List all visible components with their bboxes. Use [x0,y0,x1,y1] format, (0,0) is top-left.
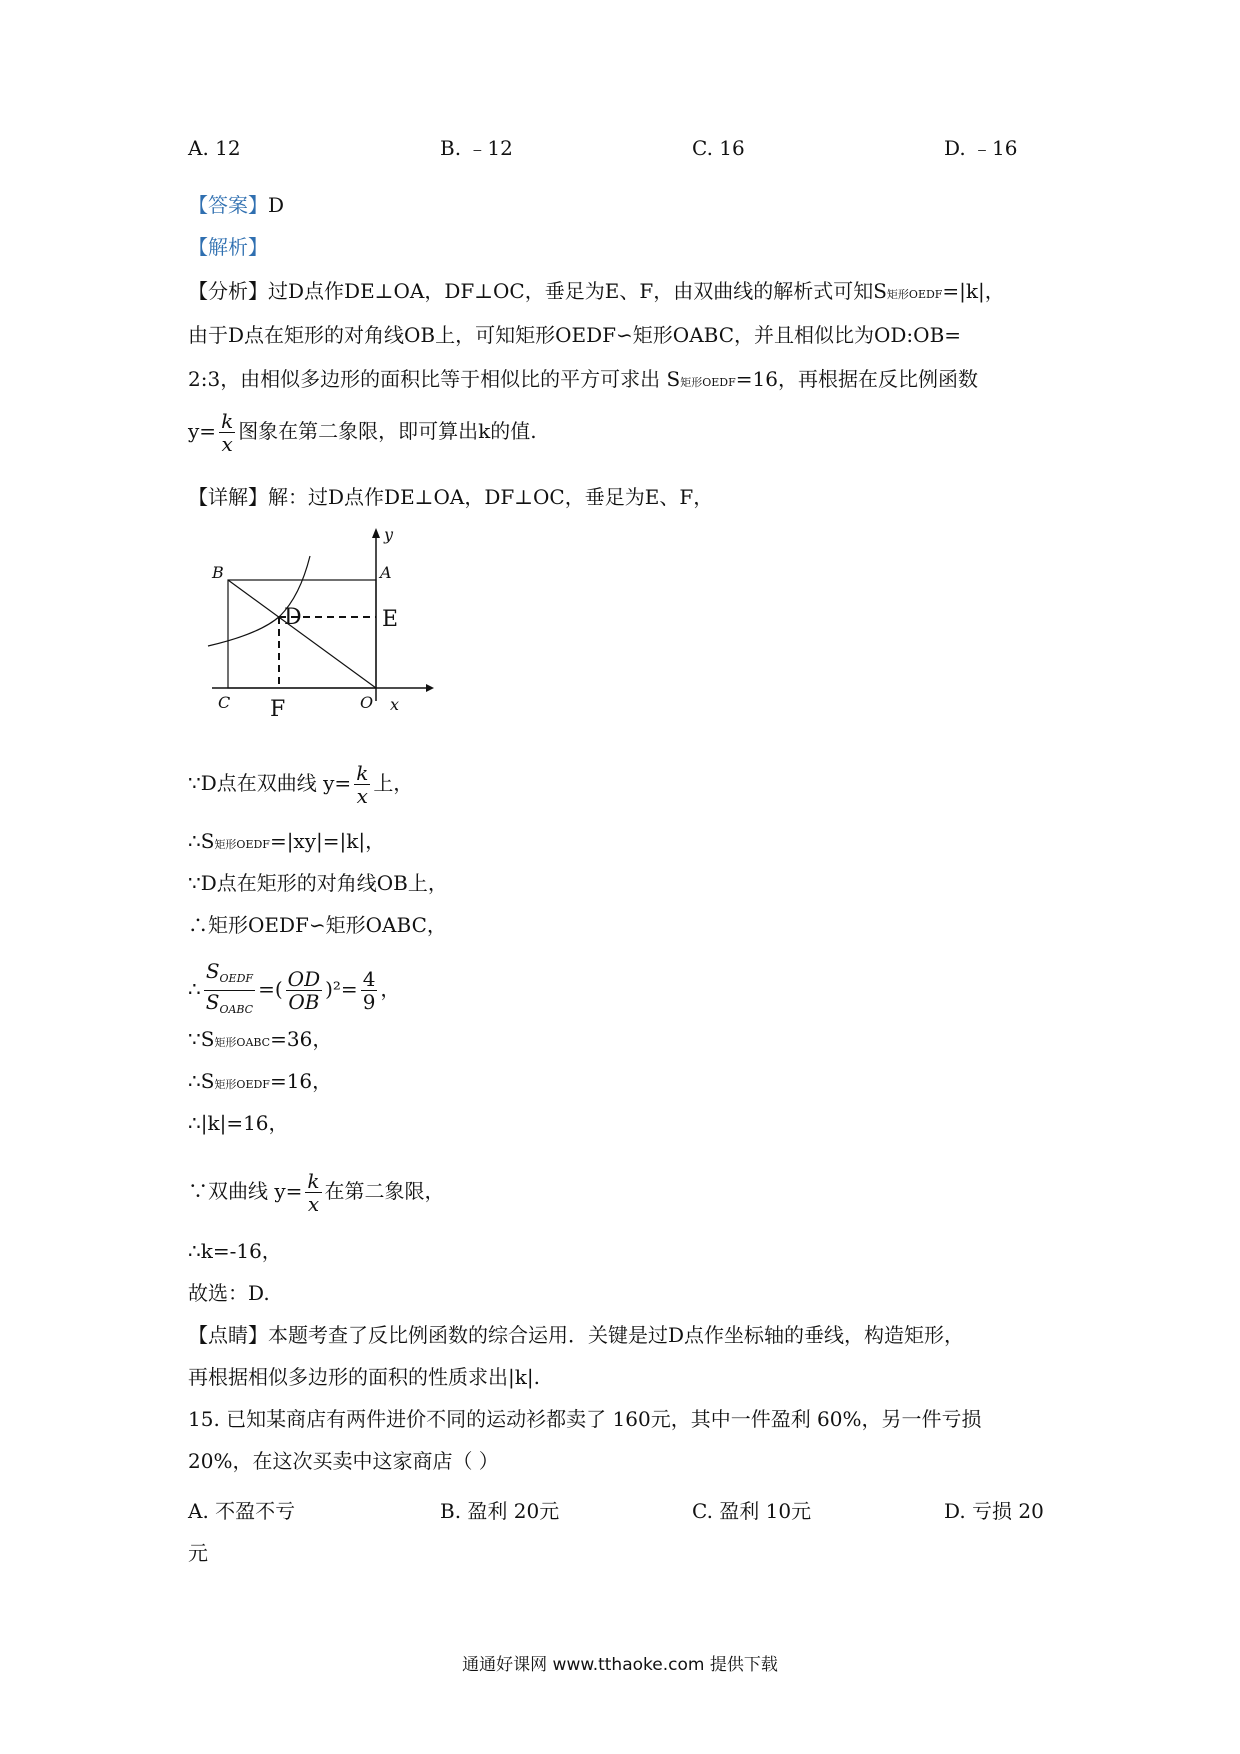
detail-text-1: 解：过D点作DE⊥OA，DF⊥OC，垂足为E、F， [268,485,714,509]
step-7 [188,1066,332,1100]
y-axis-arrow [372,528,380,538]
frac-num: OD [287,967,321,991]
step-7-sub: 矩形OEDF [214,1078,270,1091]
analysis-line-2: 由于D点在矩形的对角线OB上，可知矩形OEDF∽矩形OABC，并且相似比为OD:OB= [188,323,962,347]
frac-den: OB [288,990,320,1014]
option-c: C. 16 [692,136,745,160]
step-1-post: 上， [373,771,414,795]
label-a: A [380,563,392,582]
step-2-text: ∴S [188,829,215,853]
q15-option-d-wrap: 元 [188,1541,208,1565]
q15-option-b: B. 盈利 20元 [440,1499,560,1523]
fraction-k-over-x [305,1170,321,1215]
step-9 [188,1170,445,1215]
frac-den-s: S [205,990,220,1014]
detail-tag: 【详解】 [188,485,268,509]
step-8: ∴|k|=16， [188,1111,289,1135]
x-axis-arrow [426,684,434,692]
step-10: ∴k=-16， [188,1239,282,1263]
step-6-sub: 矩形OABC [214,1036,271,1049]
comment-tag: 【点睛】 [188,1323,268,1347]
label-x: x [390,695,400,714]
option-a: A. 12 [188,136,241,160]
frac-num-sub: OEDF [219,972,254,985]
comment-line-2: 再根据相似多边形的面积的性质求出|k|. [188,1365,540,1389]
step-2-sub: 矩形OEDF [214,838,270,851]
frac-den-sub: OABC [219,1003,254,1016]
comment-line-1 [188,1320,964,1350]
page-footer: 通通好课网 www.tthaoke.com 提供下载 [462,1655,778,1675]
analysis-text-1-end: =|k|， [942,279,1005,303]
formula-y: y= [188,419,217,443]
fraction-area-ratio [204,960,255,1021]
step-5 [188,960,400,1021]
frac-den: 9 [362,990,376,1014]
step-2 [188,826,385,860]
q15-line-2: 20%，在这次买卖中这家商店（ ） [188,1449,499,1473]
analysis-tag: 【解析】 [188,235,268,259]
analysis-sub-3: 矩形OEDF [680,376,736,389]
frac-num: 4 [362,967,376,991]
step-5-pre: ∴ [188,977,201,1001]
analysis-text-4: 图象在第二象限，即可算出k的值. [238,419,537,443]
fraction-4-9 [361,968,378,1013]
analysis-line-4 [188,410,537,455]
label-f: F [270,697,286,722]
step-1-pre: ∵D点在双曲线 y= [188,771,352,795]
step-9-post: 在第二象限， [324,1179,445,1203]
step-3: ∵D点在矩形的对角线OB上， [188,871,448,895]
step-6-text: ∵S [188,1027,215,1051]
step-1 [188,762,413,807]
analysis-line-3 [188,364,978,398]
comment-text-1: 本题考查了反比例函数的综合运用．关键是过D点作坐标轴的垂线，构造矩形， [268,1323,965,1347]
step-6 [188,1024,332,1058]
label-d: D [284,605,302,630]
step-6-end: =36， [270,1027,333,1051]
fraction-od-ob [286,968,322,1013]
analysis-text-1: 过D点作DE⊥OA，DF⊥OC，垂足为E、F，由双曲线的解析式可知S [268,279,887,303]
step-4: ∴矩形OEDF∽矩形OABC， [188,913,447,937]
frac-den: x [307,1192,320,1216]
detail-line-1 [188,482,713,512]
step-7-text: ∴S [188,1069,215,1093]
step-7-end: =16， [269,1069,333,1093]
q15-option-d: D. 亏损 20 [944,1499,1044,1523]
frac-num: k [307,1169,320,1193]
label-y: y [384,526,394,544]
answer-line [188,190,284,220]
q15-line-1: 15. 已知某商店有两件进价不同的运动衫都卖了 160元，其中一件盈利 60%，另一件亏损 [188,1407,982,1431]
diagonal-ob [228,580,376,688]
analysis-text-3: 2:3，由相似多边形的面积比等于相似比的平方可求出 S [188,367,681,391]
frac-den: x [356,784,368,808]
step-5-pow: )²= [325,977,358,1001]
analysis-sub-tag: 【分析】 [188,279,268,303]
option-b: B. ﹣12 [440,136,513,160]
frac-den: x [221,432,233,456]
q15-option-a: A. 不盈不亏 [188,1499,296,1523]
analysis-heading [188,232,268,262]
step-5-mid: =( [258,977,283,1001]
answer-value: D [268,193,285,217]
fraction-k-over-x [219,410,235,455]
frac-num: k [221,409,234,433]
analysis-sub-1: 矩形OEDF [886,288,943,301]
frac-num: k [356,761,369,785]
answer-tag: 【答案】 [188,193,268,217]
step-2-end: =|xy|=|k|， [269,829,386,853]
step-9-pre: ∵双曲线 y= [188,1179,303,1203]
option-d: D. ﹣16 [944,136,1018,160]
label-c: C [218,693,231,712]
step-5-end: ， [380,977,401,1001]
geometry-diagram [200,526,440,726]
step-11: 故选：D. [188,1281,270,1305]
frac-num-s: S [205,959,220,983]
label-b: B [212,563,224,582]
analysis-line-1 [188,276,1005,310]
fraction-k-over-x [354,762,370,807]
label-o: O [360,693,374,712]
label-e: E [382,607,399,632]
q15-option-c: C. 盈利 10元 [692,1499,812,1523]
analysis-text-3-end: =16，再根据在反比例函数 [735,367,978,391]
